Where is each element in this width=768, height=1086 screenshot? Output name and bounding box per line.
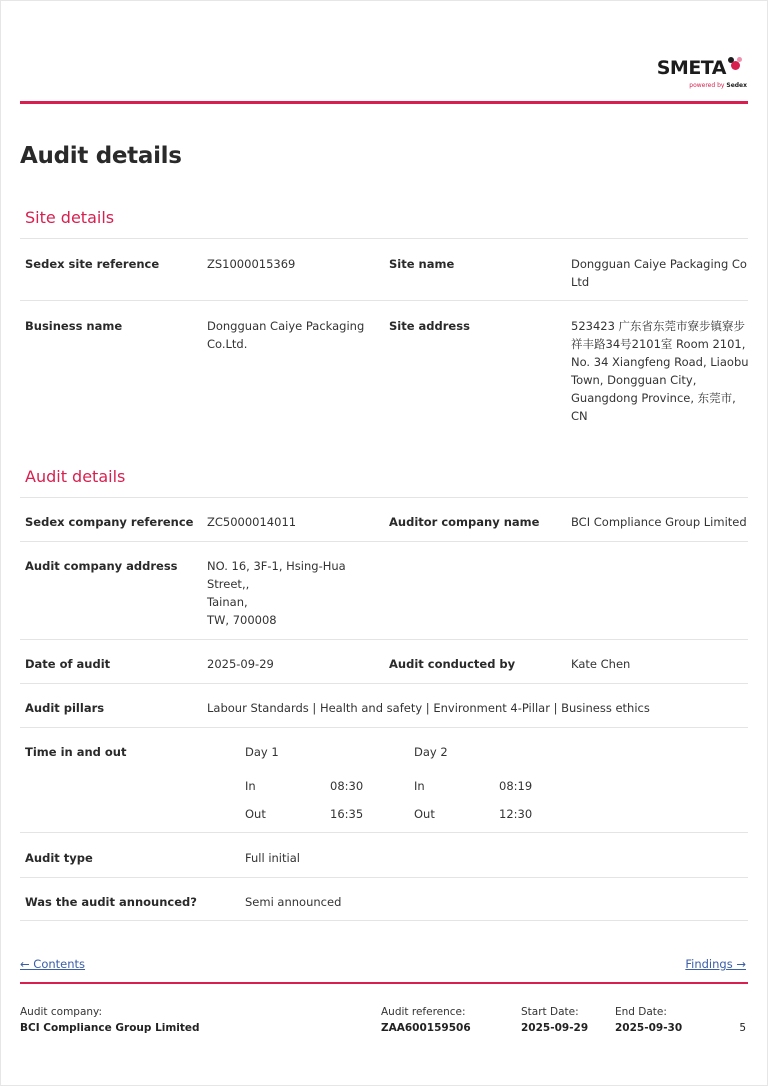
divider <box>20 683 748 684</box>
footer-audit-company-label: Audit company: <box>20 1006 103 1018</box>
logo-text: SMETA <box>656 57 726 79</box>
site-name-value: Dongguan Caiye Packaging Co Ltd <box>571 257 747 289</box>
time-in-out-label: Time in and out <box>25 745 127 759</box>
day-2-out-label: Out <box>414 807 435 821</box>
sedex-site-reference-label: Sedex site reference <box>25 257 160 271</box>
site-address-value: 523423 广东省东莞市寮步镇寮步 祥丰路34号2101室 Room 2101, No. 34 Xiangfeng Road, Liaobu Town, Dongguan City, Guangdong Province, 东莞市, CN <box>571 319 749 423</box>
announced-value: Semi announced <box>245 895 342 909</box>
divider <box>20 877 748 878</box>
day-2-out-value: 12:30 <box>499 807 533 821</box>
auditor-company-name-label: Auditor company name <box>389 515 540 529</box>
day-1-out-label: Out <box>245 807 266 821</box>
divider <box>20 300 748 301</box>
audit-type-value: Full initial <box>245 851 300 865</box>
day-1-out-value: 16:35 <box>330 807 364 821</box>
findings-link[interactable]: Findings → <box>685 957 746 971</box>
audit-details-heading: Audit details <box>25 467 126 486</box>
audit-conducted-by-value: Kate Chen <box>571 657 631 671</box>
footer-start-date-label: Start Date: <box>521 1006 579 1018</box>
smeta-logo <box>657 57 743 79</box>
site-name-label: Site name <box>389 257 455 271</box>
audit-type-label: Audit type <box>25 851 93 865</box>
site-address-label: Site address <box>389 319 470 333</box>
date-of-audit-value: 2025-09-29 <box>207 657 274 671</box>
auditor-company-name-value: BCI Compliance Group Limited <box>571 515 747 529</box>
sedex-site-reference-value: ZS1000015369 <box>207 257 296 271</box>
business-name-value: Dongguan Caiye Packaging Co.Ltd. <box>207 319 365 351</box>
date-of-audit-label: Date of audit <box>25 657 111 671</box>
announced-label: Was the audit announced? <box>25 895 197 909</box>
audit-conducted-by-label: Audit conducted by <box>389 657 516 671</box>
footer-audit-reference-label: Audit reference: <box>381 1006 466 1018</box>
divider <box>20 238 748 239</box>
divider <box>20 541 748 542</box>
footer-end-date-label: End Date: <box>615 1006 667 1018</box>
audit-company-address-label: Audit company address <box>25 559 178 573</box>
contents-link[interactable]: ← Contents <box>20 957 86 971</box>
business-name-label: Business name <box>25 319 123 333</box>
page-number: 5 <box>739 1022 746 1034</box>
divider <box>20 832 748 833</box>
day-1-heading: Day 1 <box>245 745 279 759</box>
divider <box>20 727 748 728</box>
site-details-heading: Site details <box>25 208 115 227</box>
day-1-in-label: In <box>245 779 256 793</box>
divider <box>20 920 748 921</box>
day-2-in-value: 08:19 <box>499 779 533 793</box>
divider <box>20 639 748 640</box>
footer-divider <box>20 982 748 984</box>
header-divider <box>20 101 748 104</box>
day-2-heading: Day 2 <box>414 745 448 759</box>
audit-pillars-value: Labour Standards | Health and safety | Environment 4-Pillar | Business ethics <box>207 701 650 715</box>
sedex-company-reference-value: ZC5000014011 <box>207 515 297 529</box>
logo-dots-icon <box>727 57 743 75</box>
divider <box>20 497 748 498</box>
footer-audit-reference-value: ZAA600159506 <box>381 1022 471 1034</box>
footer-end-date-value: 2025-09-30 <box>615 1022 683 1034</box>
sedex-company-reference-label: Sedex company reference <box>25 515 194 529</box>
audit-pillars-label: Audit pillars <box>25 701 105 715</box>
footer-audit-company-value: BCI Compliance Group Limited <box>20 1022 200 1034</box>
day-1-in-value: 08:30 <box>330 779 364 793</box>
logo-subtitle: powered by Sedex <box>689 82 747 89</box>
audit-company-address-value: NO. 16, 3F-1, Hsing-Hua Street,, Tainan, TW, 700008 <box>207 559 346 627</box>
page-title: Audit details <box>20 143 182 169</box>
day-2-in-label: In <box>414 779 425 793</box>
footer-start-date-value: 2025-09-29 <box>521 1022 589 1034</box>
